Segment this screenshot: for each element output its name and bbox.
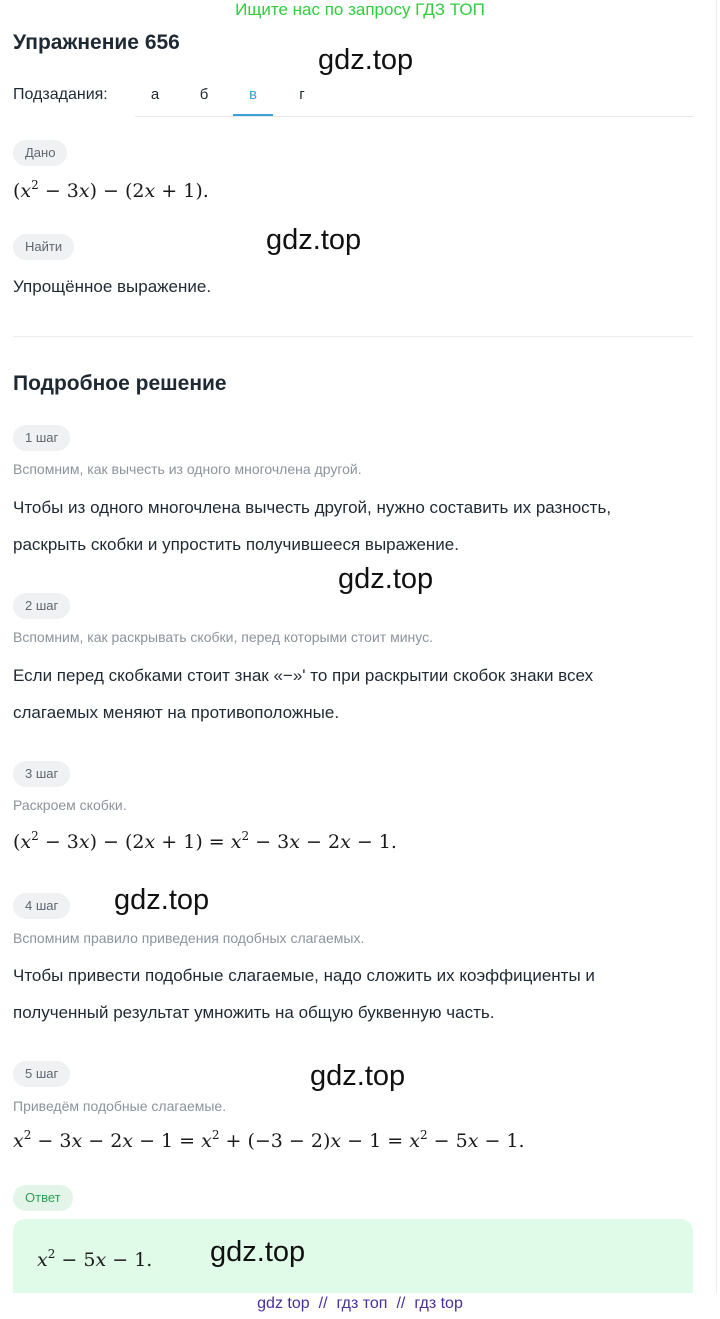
- step-2-line-2: слагаемых меняют на противоположные.: [13, 703, 340, 722]
- step-2-line-1: Если перед скобками стоит знак «−»' то при раскрытии скобок знаки всех: [13, 666, 594, 685]
- watermark: gdz.top: [338, 563, 434, 595]
- find-badge: Найти: [13, 234, 74, 260]
- section-divider: [13, 336, 693, 337]
- find-text: Упрощённое выражение.: [13, 277, 212, 296]
- step-5-badge: 5 шаг: [13, 1061, 70, 1087]
- footer-link-1[interactable]: gdz top: [257, 1295, 310, 1312]
- tab-a[interactable]: а: [150, 86, 160, 103]
- step-3-expression: $(x^2 - 3x) - (2x + 1) = x^2 - 3x - 2x - 1$.: [13, 829, 397, 853]
- step-4-line-2: полученный результат умножить на общую буквенную часть.: [13, 1003, 495, 1022]
- step-1-line-1: Чтобы из одного многочлена вычесть другой, нужно составить их разность,: [13, 498, 612, 517]
- step-1-line-2: раскрыть скобки и упростить получившееся выражение.: [13, 535, 459, 554]
- step-4-line-1: Чтобы привести подобные слагаемые, надо сложить их коэффициенты и: [13, 966, 595, 985]
- footer-separator: //: [396, 1295, 406, 1312]
- step-4-badge: 4 шаг: [13, 893, 70, 919]
- step-2-hint: Вспомним, как раскрывать скобки, перед которыми стоит минус.: [13, 629, 433, 645]
- given-badge: Дано: [13, 140, 67, 166]
- tab-b[interactable]: б: [199, 86, 209, 103]
- step-4-hint: Вспомним правило приведения подобных слагаемых.: [13, 930, 365, 946]
- tab-v[interactable]: в: [233, 86, 273, 116]
- footer-link-3[interactable]: гдз top: [414, 1295, 463, 1312]
- step-1-badge: 1 шаг: [13, 425, 70, 451]
- step-5-expression: $x^2 - 3x - 2x - 1 = x^2 + (-3 - 2)x - 1 = x^2 - 5x - 1$.: [13, 1128, 525, 1152]
- footer-link-2[interactable]: гдз топ: [336, 1295, 388, 1312]
- watermark: gdz.top: [266, 224, 362, 256]
- step-5-hint: Приведём подобные слагаемые.: [13, 1098, 227, 1114]
- watermark: gdz.top: [318, 44, 414, 76]
- footer-separator: //: [318, 1295, 328, 1312]
- watermark: gdz.top: [210, 1236, 306, 1268]
- tab-g[interactable]: г: [299, 86, 305, 103]
- step-1-hint: Вспомним, как вычесть из одного многочлена другой.: [13, 461, 362, 477]
- subtasks-label: Подзадания:: [13, 86, 108, 103]
- given-expression: $(x^2 - 3x) - (2x + 1)$.: [13, 178, 209, 202]
- step-3-hint: Раскроем скобки.: [13, 797, 127, 813]
- answer-badge: Ответ: [13, 1185, 73, 1211]
- page-right-border: [716, 0, 717, 1319]
- exercise-title: Упражнение 656: [13, 31, 180, 54]
- watermark: gdz.top: [114, 884, 210, 916]
- answer-expression: $x^2 - 5x - 1$.: [37, 1247, 153, 1271]
- search-banner: Ищите нас по запросу ГДЗ ТОП: [235, 0, 485, 19]
- footer-links: [0, 1293, 720, 1319]
- solution-title: Подробное решение: [13, 372, 227, 395]
- subtasks-tabs: [135, 78, 693, 117]
- step-2-badge: 2 шаг: [13, 593, 70, 619]
- step-3-badge: 3 шаг: [13, 761, 70, 787]
- watermark: gdz.top: [310, 1060, 406, 1092]
